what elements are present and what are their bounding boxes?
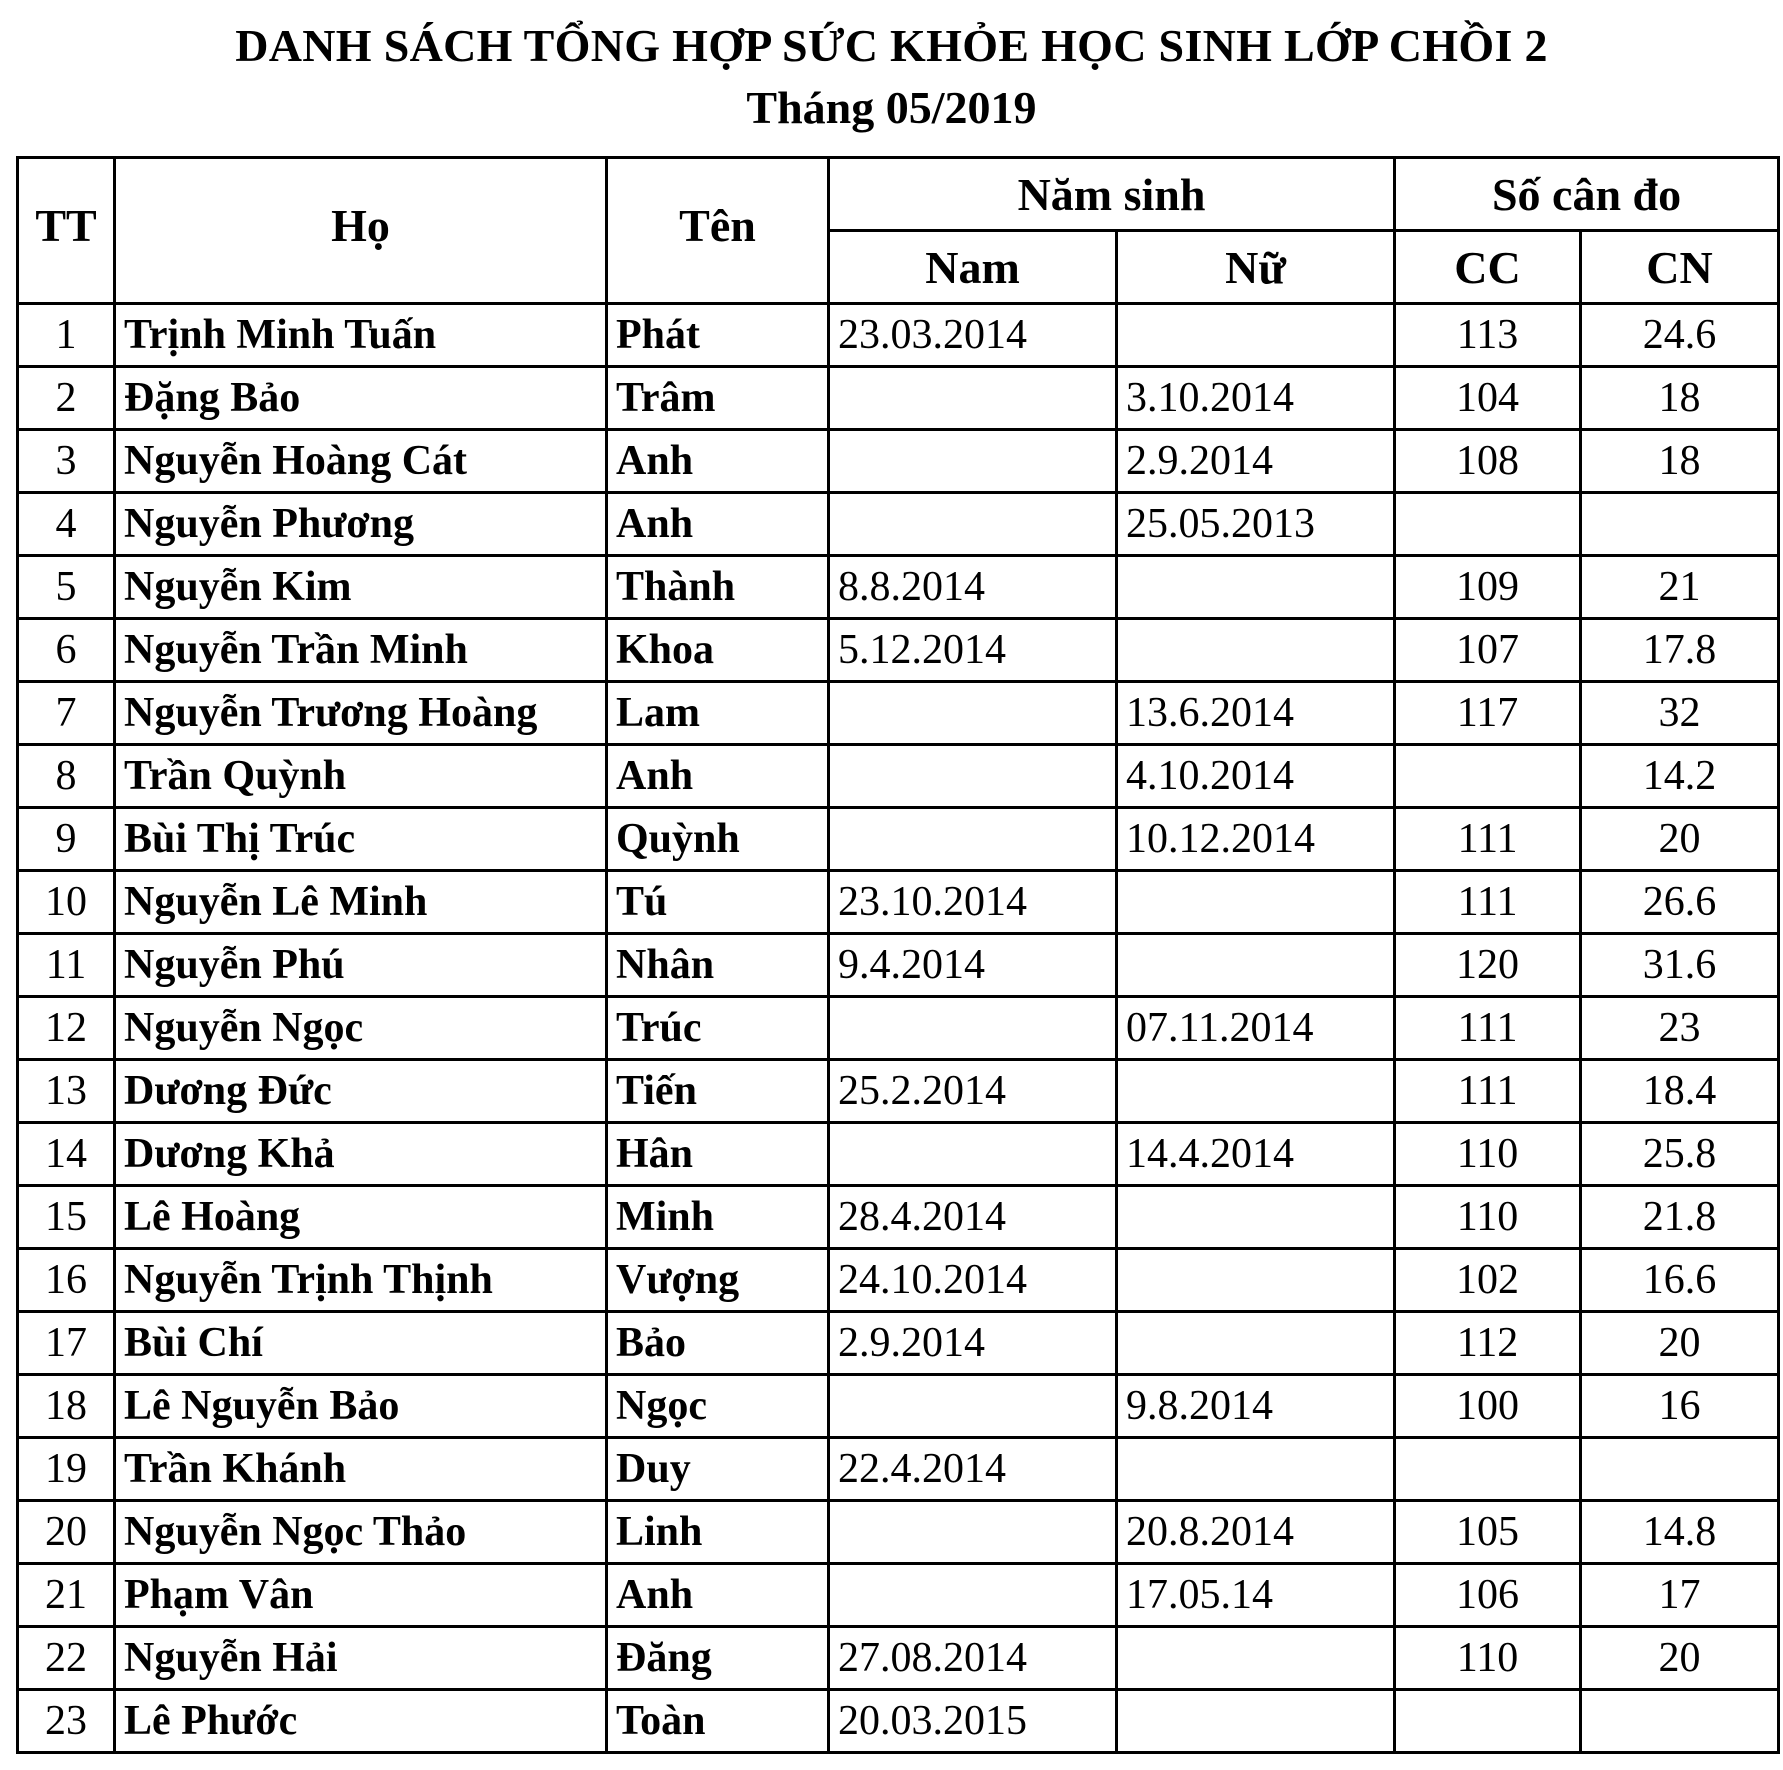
cell-ho: Dương Đức	[115, 1060, 607, 1123]
cell-nam	[829, 430, 1117, 493]
table-row	[18, 1690, 1779, 1753]
table-row	[18, 808, 1779, 871]
cell-ho: Nguyễn Lê Minh	[115, 871, 607, 934]
cell-nu: 9.8.2014	[1117, 1375, 1395, 1438]
cell-cn: 17	[1581, 1564, 1779, 1627]
cell-cc: 106	[1395, 1564, 1581, 1627]
header-cn: CN	[1581, 231, 1779, 304]
cell-cc: 113	[1395, 304, 1581, 367]
cell-cc: 110	[1395, 1627, 1581, 1690]
cell-ten: Tú	[607, 871, 829, 934]
cell-nam: 27.08.2014	[829, 1627, 1117, 1690]
cell-cc	[1395, 1690, 1581, 1753]
header-ten: Tên	[607, 158, 829, 304]
table-row	[18, 745, 1779, 808]
cell-ho: Phạm Vân	[115, 1564, 607, 1627]
cell-ten: Toàn	[607, 1690, 829, 1753]
cell-nu	[1117, 871, 1395, 934]
cell-cc: 112	[1395, 1312, 1581, 1375]
table-row	[18, 1312, 1779, 1375]
cell-nu	[1117, 1249, 1395, 1312]
cell-nam	[829, 997, 1117, 1060]
cell-cc: 111	[1395, 997, 1581, 1060]
cell-cc: 107	[1395, 619, 1581, 682]
cell-ten: Đăng	[607, 1627, 829, 1690]
cell-ho: Trịnh Minh Tuấn	[115, 304, 607, 367]
cell-ten: Anh	[607, 493, 829, 556]
cell-nam	[829, 1564, 1117, 1627]
cell-tt: 19	[18, 1438, 115, 1501]
cell-tt: 11	[18, 934, 115, 997]
cell-nam	[829, 493, 1117, 556]
cell-cn: 14.8	[1581, 1501, 1779, 1564]
cell-cc: 111	[1395, 871, 1581, 934]
cell-nam	[829, 1123, 1117, 1186]
table-row	[18, 493, 1779, 556]
cell-ho: Nguyễn Ngọc Thảo	[115, 1501, 607, 1564]
cell-ho: Nguyễn Phương	[115, 493, 607, 556]
cell-nu: 4.10.2014	[1117, 745, 1395, 808]
cell-ho: Bùi Thị Trúc	[115, 808, 607, 871]
cell-nam	[829, 1375, 1117, 1438]
table-row	[18, 304, 1779, 367]
cell-nu: 10.12.2014	[1117, 808, 1395, 871]
table-row	[18, 1186, 1779, 1249]
cell-tt: 16	[18, 1249, 115, 1312]
cell-cn	[1581, 1690, 1779, 1753]
cell-ho: Nguyễn Trịnh Thịnh	[115, 1249, 607, 1312]
cell-ho: Trần Quỳnh	[115, 745, 607, 808]
table-row	[18, 619, 1779, 682]
cell-cn: 18.4	[1581, 1060, 1779, 1123]
cell-nu	[1117, 619, 1395, 682]
header-tt: TT	[18, 158, 115, 304]
table-row	[18, 934, 1779, 997]
cell-ho: Nguyễn Trương Hoàng	[115, 682, 607, 745]
cell-cn: 20	[1581, 1312, 1779, 1375]
cell-nam	[829, 745, 1117, 808]
cell-ten: Duy	[607, 1438, 829, 1501]
cell-nam	[829, 808, 1117, 871]
cell-nu: 2.9.2014	[1117, 430, 1395, 493]
cell-nu	[1117, 1627, 1395, 1690]
cell-nu: 25.05.2013	[1117, 493, 1395, 556]
cell-nam: 23.10.2014	[829, 871, 1117, 934]
cell-ten: Anh	[607, 430, 829, 493]
cell-nam: 22.4.2014	[829, 1438, 1117, 1501]
table-row	[18, 1249, 1779, 1312]
cell-tt: 22	[18, 1627, 115, 1690]
cell-tt: 6	[18, 619, 115, 682]
cell-cc: 105	[1395, 1501, 1581, 1564]
cell-nu	[1117, 304, 1395, 367]
cell-tt: 10	[18, 871, 115, 934]
cell-cc: 100	[1395, 1375, 1581, 1438]
cell-cc: 117	[1395, 682, 1581, 745]
cell-ten: Anh	[607, 745, 829, 808]
cell-tt: 14	[18, 1123, 115, 1186]
cell-cn: 23	[1581, 997, 1779, 1060]
cell-ten: Linh	[607, 1501, 829, 1564]
cell-tt: 3	[18, 430, 115, 493]
cell-tt: 18	[18, 1375, 115, 1438]
cell-cc	[1395, 1438, 1581, 1501]
cell-cn: 21.8	[1581, 1186, 1779, 1249]
cell-ten: Trâm	[607, 367, 829, 430]
cell-ten: Minh	[607, 1186, 829, 1249]
cell-ten: Khoa	[607, 619, 829, 682]
cell-tt: 4	[18, 493, 115, 556]
cell-ho: Trần Khánh	[115, 1438, 607, 1501]
cell-cc: 104	[1395, 367, 1581, 430]
cell-tt: 7	[18, 682, 115, 745]
cell-tt: 8	[18, 745, 115, 808]
cell-nam	[829, 682, 1117, 745]
cell-cn: 20	[1581, 808, 1779, 871]
cell-tt: 2	[18, 367, 115, 430]
cell-ten: Phát	[607, 304, 829, 367]
cell-ho: Nguyễn Trần Minh	[115, 619, 607, 682]
cell-cn: 17.8	[1581, 619, 1779, 682]
table-row	[18, 556, 1779, 619]
cell-nu	[1117, 1186, 1395, 1249]
cell-nu	[1117, 1060, 1395, 1123]
cell-ho: Bùi Chí	[115, 1312, 607, 1375]
cell-tt: 21	[18, 1564, 115, 1627]
table-row	[18, 1060, 1779, 1123]
table-row	[18, 1375, 1779, 1438]
cell-cn: 14.2	[1581, 745, 1779, 808]
cell-tt: 5	[18, 556, 115, 619]
cell-cn: 16.6	[1581, 1249, 1779, 1312]
cell-tt: 13	[18, 1060, 115, 1123]
cell-ho: Lê Hoàng	[115, 1186, 607, 1249]
cell-tt: 20	[18, 1501, 115, 1564]
cell-ten: Tiến	[607, 1060, 829, 1123]
student-health-table	[16, 156, 1780, 1754]
table-row	[18, 1564, 1779, 1627]
table-row	[18, 367, 1779, 430]
cell-nam	[829, 367, 1117, 430]
cell-nu: 14.4.2014	[1117, 1123, 1395, 1186]
cell-nu	[1117, 1690, 1395, 1753]
cell-cc: 120	[1395, 934, 1581, 997]
cell-tt: 12	[18, 997, 115, 1060]
cell-ho: Đặng Bảo	[115, 367, 607, 430]
cell-cc: 111	[1395, 1060, 1581, 1123]
cell-tt: 23	[18, 1690, 115, 1753]
cell-cn: 32	[1581, 682, 1779, 745]
cell-cc: 102	[1395, 1249, 1581, 1312]
cell-nu	[1117, 1312, 1395, 1375]
table-row	[18, 1627, 1779, 1690]
cell-ho: Nguyễn Ngọc	[115, 997, 607, 1060]
cell-cn: 20	[1581, 1627, 1779, 1690]
cell-ho: Dương Khả	[115, 1123, 607, 1186]
cell-ten: Anh	[607, 1564, 829, 1627]
cell-cn: 24.6	[1581, 304, 1779, 367]
cell-nam: 24.10.2014	[829, 1249, 1117, 1312]
cell-nam: 23.03.2014	[829, 304, 1117, 367]
cell-nu	[1117, 1438, 1395, 1501]
cell-ho: Nguyễn Hoàng Cát	[115, 430, 607, 493]
header-nam: Nam	[829, 231, 1117, 304]
cell-cc	[1395, 745, 1581, 808]
cell-cn	[1581, 493, 1779, 556]
cell-cn: 26.6	[1581, 871, 1779, 934]
cell-ten: Trúc	[607, 997, 829, 1060]
cell-cn: 18	[1581, 430, 1779, 493]
cell-cc: 111	[1395, 808, 1581, 871]
cell-nam: 8.8.2014	[829, 556, 1117, 619]
cell-ten: Nhân	[607, 934, 829, 997]
table-row	[18, 1123, 1779, 1186]
cell-ten: Quỳnh	[607, 808, 829, 871]
cell-cn: 25.8	[1581, 1123, 1779, 1186]
cell-nam: 9.4.2014	[829, 934, 1117, 997]
cell-nam: 20.03.2015	[829, 1690, 1117, 1753]
cell-nam	[829, 1501, 1117, 1564]
cell-nu	[1117, 556, 1395, 619]
table-row	[18, 430, 1779, 493]
cell-cn: 16	[1581, 1375, 1779, 1438]
cell-nu: 3.10.2014	[1117, 367, 1395, 430]
cell-ho: Nguyễn Phú	[115, 934, 607, 997]
cell-ten: Ngọc	[607, 1375, 829, 1438]
cell-nu: 13.6.2014	[1117, 682, 1395, 745]
document-subtitle: Tháng 05/2019	[746, 82, 1037, 133]
cell-cc: 109	[1395, 556, 1581, 619]
cell-ten: Vượng	[607, 1249, 829, 1312]
table-row	[18, 1501, 1779, 1564]
table-row	[18, 871, 1779, 934]
cell-nam: 28.4.2014	[829, 1186, 1117, 1249]
header-nam-sinh: Năm sinh	[829, 158, 1395, 231]
cell-tt: 1	[18, 304, 115, 367]
header-nu: Nữ	[1117, 231, 1395, 304]
cell-ho: Nguyễn Kim	[115, 556, 607, 619]
document-title: DANH SÁCH TỔNG HỢP SỨC KHỎE HỌC SINH LỚP CHỒI 2	[235, 20, 1548, 71]
cell-nam: 25.2.2014	[829, 1060, 1117, 1123]
cell-ten: Lam	[607, 682, 829, 745]
cell-cc: 108	[1395, 430, 1581, 493]
cell-cn: 21	[1581, 556, 1779, 619]
cell-cc	[1395, 493, 1581, 556]
cell-ho: Nguyễn Hải	[115, 1627, 607, 1690]
cell-cn: 31.6	[1581, 934, 1779, 997]
cell-cn: 18	[1581, 367, 1779, 430]
header-cc: CC	[1395, 231, 1581, 304]
cell-nu: 20.8.2014	[1117, 1501, 1395, 1564]
cell-ho: Lê Phước	[115, 1690, 607, 1753]
table-row	[18, 1438, 1779, 1501]
cell-tt: 9	[18, 808, 115, 871]
cell-ho: Lê Nguyễn Bảo	[115, 1375, 607, 1438]
cell-nu	[1117, 934, 1395, 997]
table-row	[18, 997, 1779, 1060]
cell-nu: 07.11.2014	[1117, 997, 1395, 1060]
cell-cc: 110	[1395, 1123, 1581, 1186]
cell-nam: 5.12.2014	[829, 619, 1117, 682]
cell-nu: 17.05.14	[1117, 1564, 1395, 1627]
header-ho: Họ	[115, 158, 607, 304]
cell-tt: 15	[18, 1186, 115, 1249]
cell-ten: Hân	[607, 1123, 829, 1186]
cell-cc: 110	[1395, 1186, 1581, 1249]
cell-ten: Thành	[607, 556, 829, 619]
table-body	[18, 304, 1779, 1753]
cell-nam: 2.9.2014	[829, 1312, 1117, 1375]
cell-ten: Bảo	[607, 1312, 829, 1375]
cell-tt: 17	[18, 1312, 115, 1375]
cell-cn	[1581, 1438, 1779, 1501]
table-row	[18, 682, 1779, 745]
header-so-can-do: Số cân đo	[1395, 158, 1779, 231]
